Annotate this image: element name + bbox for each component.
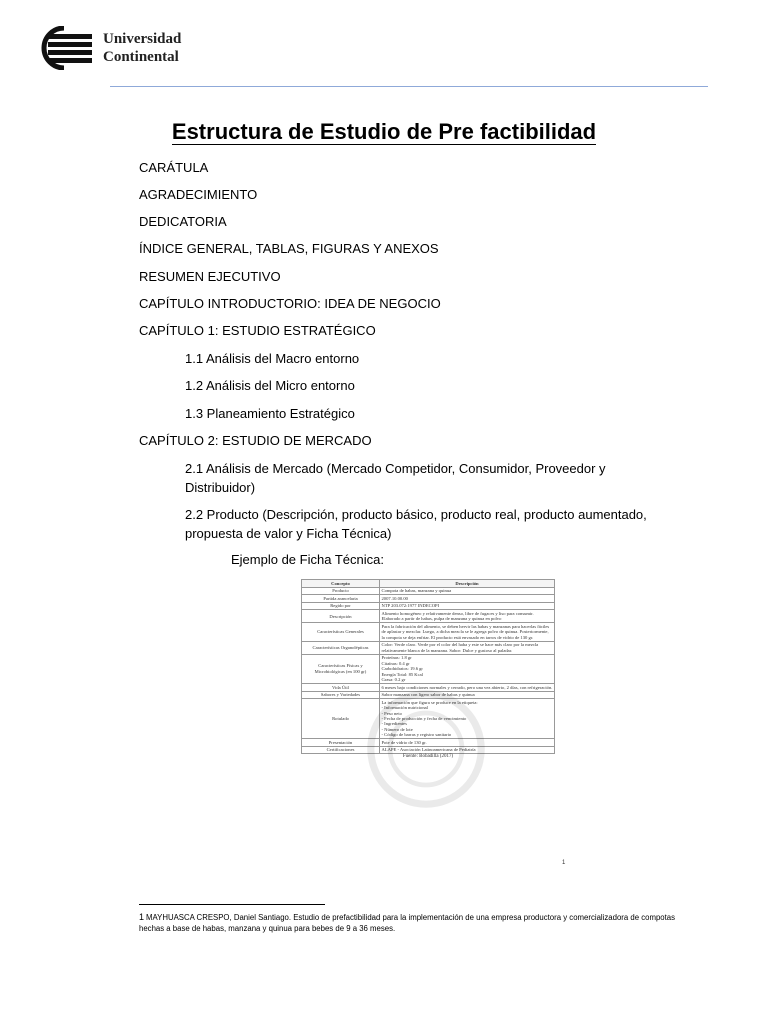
outline-item: RESUMEN EJECUTIVO bbox=[139, 269, 281, 284]
university-name bbox=[103, 30, 181, 66]
cell-descripcion: La información que figura se produce en la etiqueta: - Información nutricional - Peso neto - Fecha de producción y fecha de vencimiento - Ingredientes - Número de lote - Código de barras y registro sanitario bbox=[380, 699, 555, 739]
table-row bbox=[302, 595, 555, 603]
brand-line-2: Continental bbox=[103, 49, 179, 65]
ficha-tecnica-figure bbox=[301, 579, 555, 759]
table-header-row bbox=[302, 580, 555, 588]
outline-item: CAPÍTULO INTRODUCTORIO: IDEA DE NEGOCIO bbox=[139, 296, 441, 311]
outline-subitem: 1.2 Análisis del Micro entorno bbox=[185, 378, 355, 393]
footnote-text: MAYHUASCA CRESPO, Daniel Santiago. Estudio de prefactibilidad para la implementación de una empresa productora y comercializadora de compotas hechas a base de habas, manzana y quinua para bebes de 9 a 36 meses. bbox=[139, 913, 676, 933]
example-caption: Ejemplo de Ficha Técnica: bbox=[231, 552, 384, 567]
table-source: Fuente: Bobadilla (2017) bbox=[402, 754, 454, 760]
outline-subitem: 1.3 Planeamiento Estratégico bbox=[185, 406, 355, 421]
outline-subitem: 1.1 Análisis del Macro entorno bbox=[185, 351, 360, 366]
cell-descripcion: Compota de habas, manzana y quinua bbox=[380, 587, 555, 595]
cell-concepto: Rotulado bbox=[302, 699, 380, 739]
footnote bbox=[139, 912, 679, 934]
header-descripcion: Descripción bbox=[380, 580, 555, 588]
outline-item: ÍNDICE GENERAL, TABLAS, FIGURAS Y ANEXOS bbox=[139, 241, 439, 256]
cell-descripcion: NTP 203.072:1977 INDECOPI bbox=[380, 602, 555, 610]
header-concepto: Concepto bbox=[302, 580, 380, 588]
table-row bbox=[302, 587, 555, 595]
cell-descripcion: Proteínas: 1.8 gr Citaínas: 0.4 gr Carbohidratos: 19.6 gr Energía Total: 85 Kcal Grasa: 0.2 gr bbox=[380, 654, 555, 683]
cell-concepto: Certificaciones bbox=[302, 746, 380, 754]
outline-subitem: 2.2 Producto (Descripción, producto básico, producto real, producto aumentado, propuesta de valor y Ficha Técnica) bbox=[185, 507, 647, 541]
page-title: Estructura de Estudio de Pre factibilidad bbox=[171, 119, 597, 144]
cell-concepto: Partida arancelaria bbox=[302, 595, 380, 603]
cell-descripcion: 6 meses bajo condiciones normales y cerrado, pero una vez abierto, 2 días, con refrigeración. bbox=[380, 684, 555, 692]
cell-concepto: Características Físicas y Microbiológicas (en 100 gr) bbox=[302, 654, 380, 683]
footnote-reference: 1 bbox=[562, 860, 566, 866]
footnote-divider bbox=[139, 904, 325, 905]
table-row bbox=[302, 641, 555, 654]
table-row bbox=[302, 623, 555, 641]
header-divider bbox=[110, 86, 708, 87]
outline-item: CAPÍTULO 1: ESTUDIO ESTRATÉGICO bbox=[139, 323, 376, 338]
cell-descripcion: Alimento homogéneo y relativamente denso, libre de fugaces y liso para consumir. Elaborado a partir de habas, pulpa de manzana y quinua en polvo bbox=[380, 610, 555, 623]
cell-concepto: Descripción bbox=[302, 610, 380, 623]
cell-descripcion: Pote de vidrio de 130 gr. bbox=[380, 739, 555, 747]
cell-concepto: Presentación bbox=[302, 739, 380, 747]
cell-concepto: Características Organolépticas bbox=[302, 641, 380, 654]
cell-descripcion: ALAPE - Asociación Latinoamericana de Pediatría bbox=[380, 746, 555, 754]
cell-concepto: Sabores y Variedades bbox=[302, 691, 380, 699]
table-row bbox=[302, 602, 555, 610]
cell-descripcion: Para la fabricación del alimento, se deben hervir las habas y manzanas para hacerlas fáciles de aplastar y mezclar. Luego, a dicha mezcla se le agrega polvo de quinua. Posteriormente, la compota se deja enfriar. El producto está envasado en tarros de vidrio de 130 gr. bbox=[380, 623, 555, 641]
footnote-number: 1 bbox=[139, 912, 145, 922]
outline-item: CAPÍTULO 2: ESTUDIO DE MERCADO bbox=[139, 433, 372, 448]
cell-descripcion: 2007.10.00.00 bbox=[380, 595, 555, 603]
outline-subitem: 2.1 Análisis de Mercado (Mercado Competidor, Consumidor, Proveedor y Distribuidor) bbox=[185, 461, 606, 495]
table-row bbox=[302, 654, 555, 683]
outline-item: DEDICATORIA bbox=[139, 214, 227, 229]
cell-concepto: Vida Útil bbox=[302, 684, 380, 692]
cell-concepto: Producto bbox=[302, 587, 380, 595]
cell-descripcion: Color: Verde claro. Verde por el color del haba y este se hace más claro por la mezcla relativamente blanca de la manzana. Sabor: Dulce y gustoso al paladar. bbox=[380, 641, 555, 654]
watermark-seal-icon bbox=[361, 689, 491, 809]
cell-descripcion: Sabor manzana con ligero sabor de habas y quinua bbox=[380, 691, 555, 699]
university-logo-icon bbox=[34, 26, 94, 70]
outline-item: AGRADECIMIENTO bbox=[139, 187, 258, 202]
brand-line-1: Universidad bbox=[103, 31, 182, 47]
outline-item: CARÁTULA bbox=[139, 160, 209, 175]
table-row bbox=[302, 610, 555, 623]
cell-concepto: Regido por bbox=[302, 602, 380, 610]
cell-concepto: Características Generales bbox=[302, 623, 380, 641]
